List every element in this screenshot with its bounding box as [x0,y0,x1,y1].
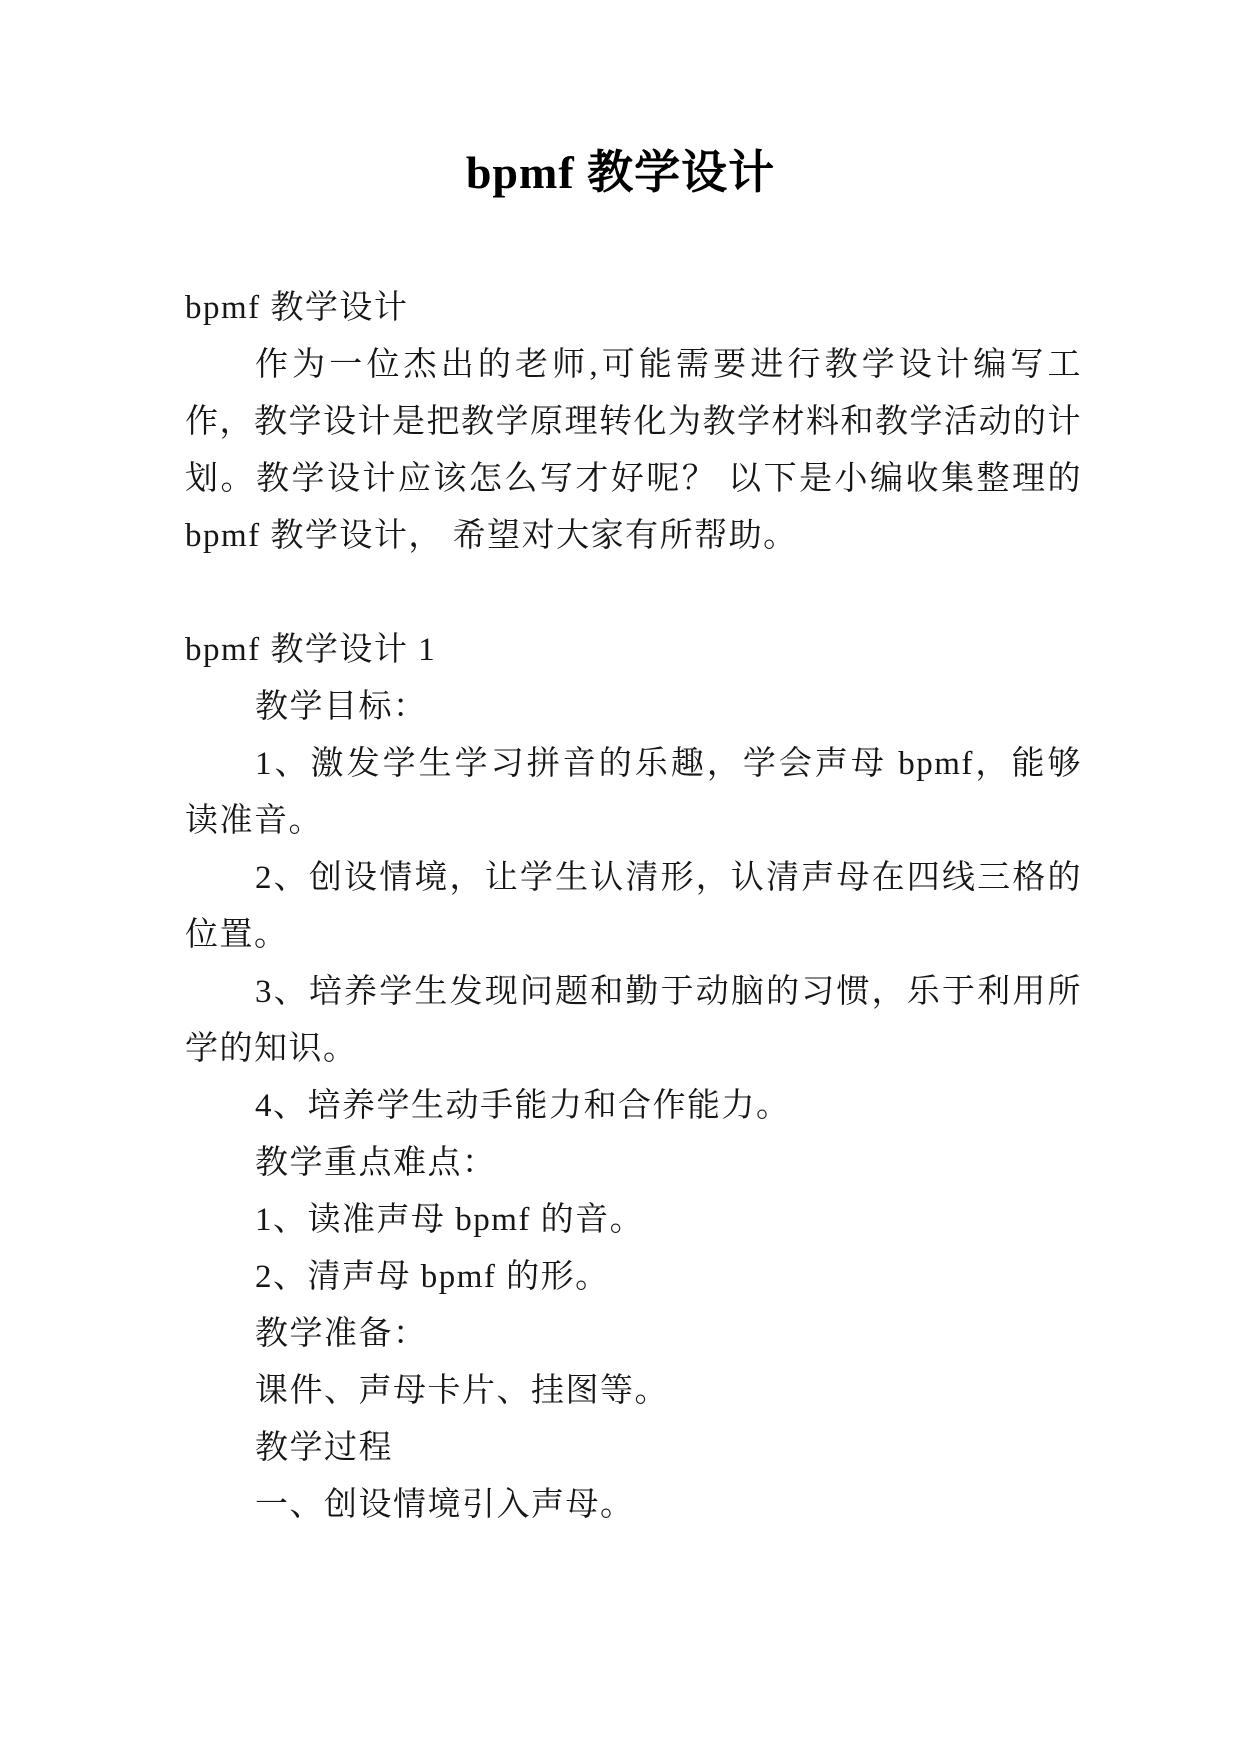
document-body [185,280,1082,1534]
blank-line [185,565,1082,622]
paragraph: 作为一位杰出的老师,可能需要进行教学设计编写工作，教学设计是把教学原理转化为教学材料和教学活动的计划。教学设计应该怎么写才好呢？ 以下是小编收集整理的 bpmf 教学设计， 希望对大家有所帮助。 [185,347,1082,555]
paragraph: 一、创设情境引入声母。 [255,1487,635,1524]
paragraph: 3、培养学生发现问题和勤于动脑的习惯，乐于利用所学的知识。 [185,974,1082,1068]
paragraph: bpmf 教学设计 [185,290,409,327]
paragraph: 教学重点难点： [255,1145,497,1182]
paragraph: 教学准备： [255,1316,428,1353]
page-title: bpmf 教学设计 [465,147,776,198]
paragraph: 课件、声母卡片、挂图等。 [255,1373,669,1410]
paragraph: 教学目标： [255,689,428,726]
paragraph: bpmf 教学设计 1 [185,632,437,669]
paragraph: 教学过程 [255,1430,393,1467]
paragraph: 4、培养学生动手能力和合作能力。 [255,1088,791,1125]
paragraph: 1、激发学生学习拼音的乐趣，学会声母 bpmf，能够读准音。 [185,746,1082,840]
paragraph: 2、创设情境，让学生认清形，认清声母在四线三格的位置。 [185,860,1082,954]
paragraph: 1、读准声母 bpmf 的音。 [255,1202,645,1239]
paragraph: 2、清声母 bpmf 的形。 [255,1259,610,1296]
